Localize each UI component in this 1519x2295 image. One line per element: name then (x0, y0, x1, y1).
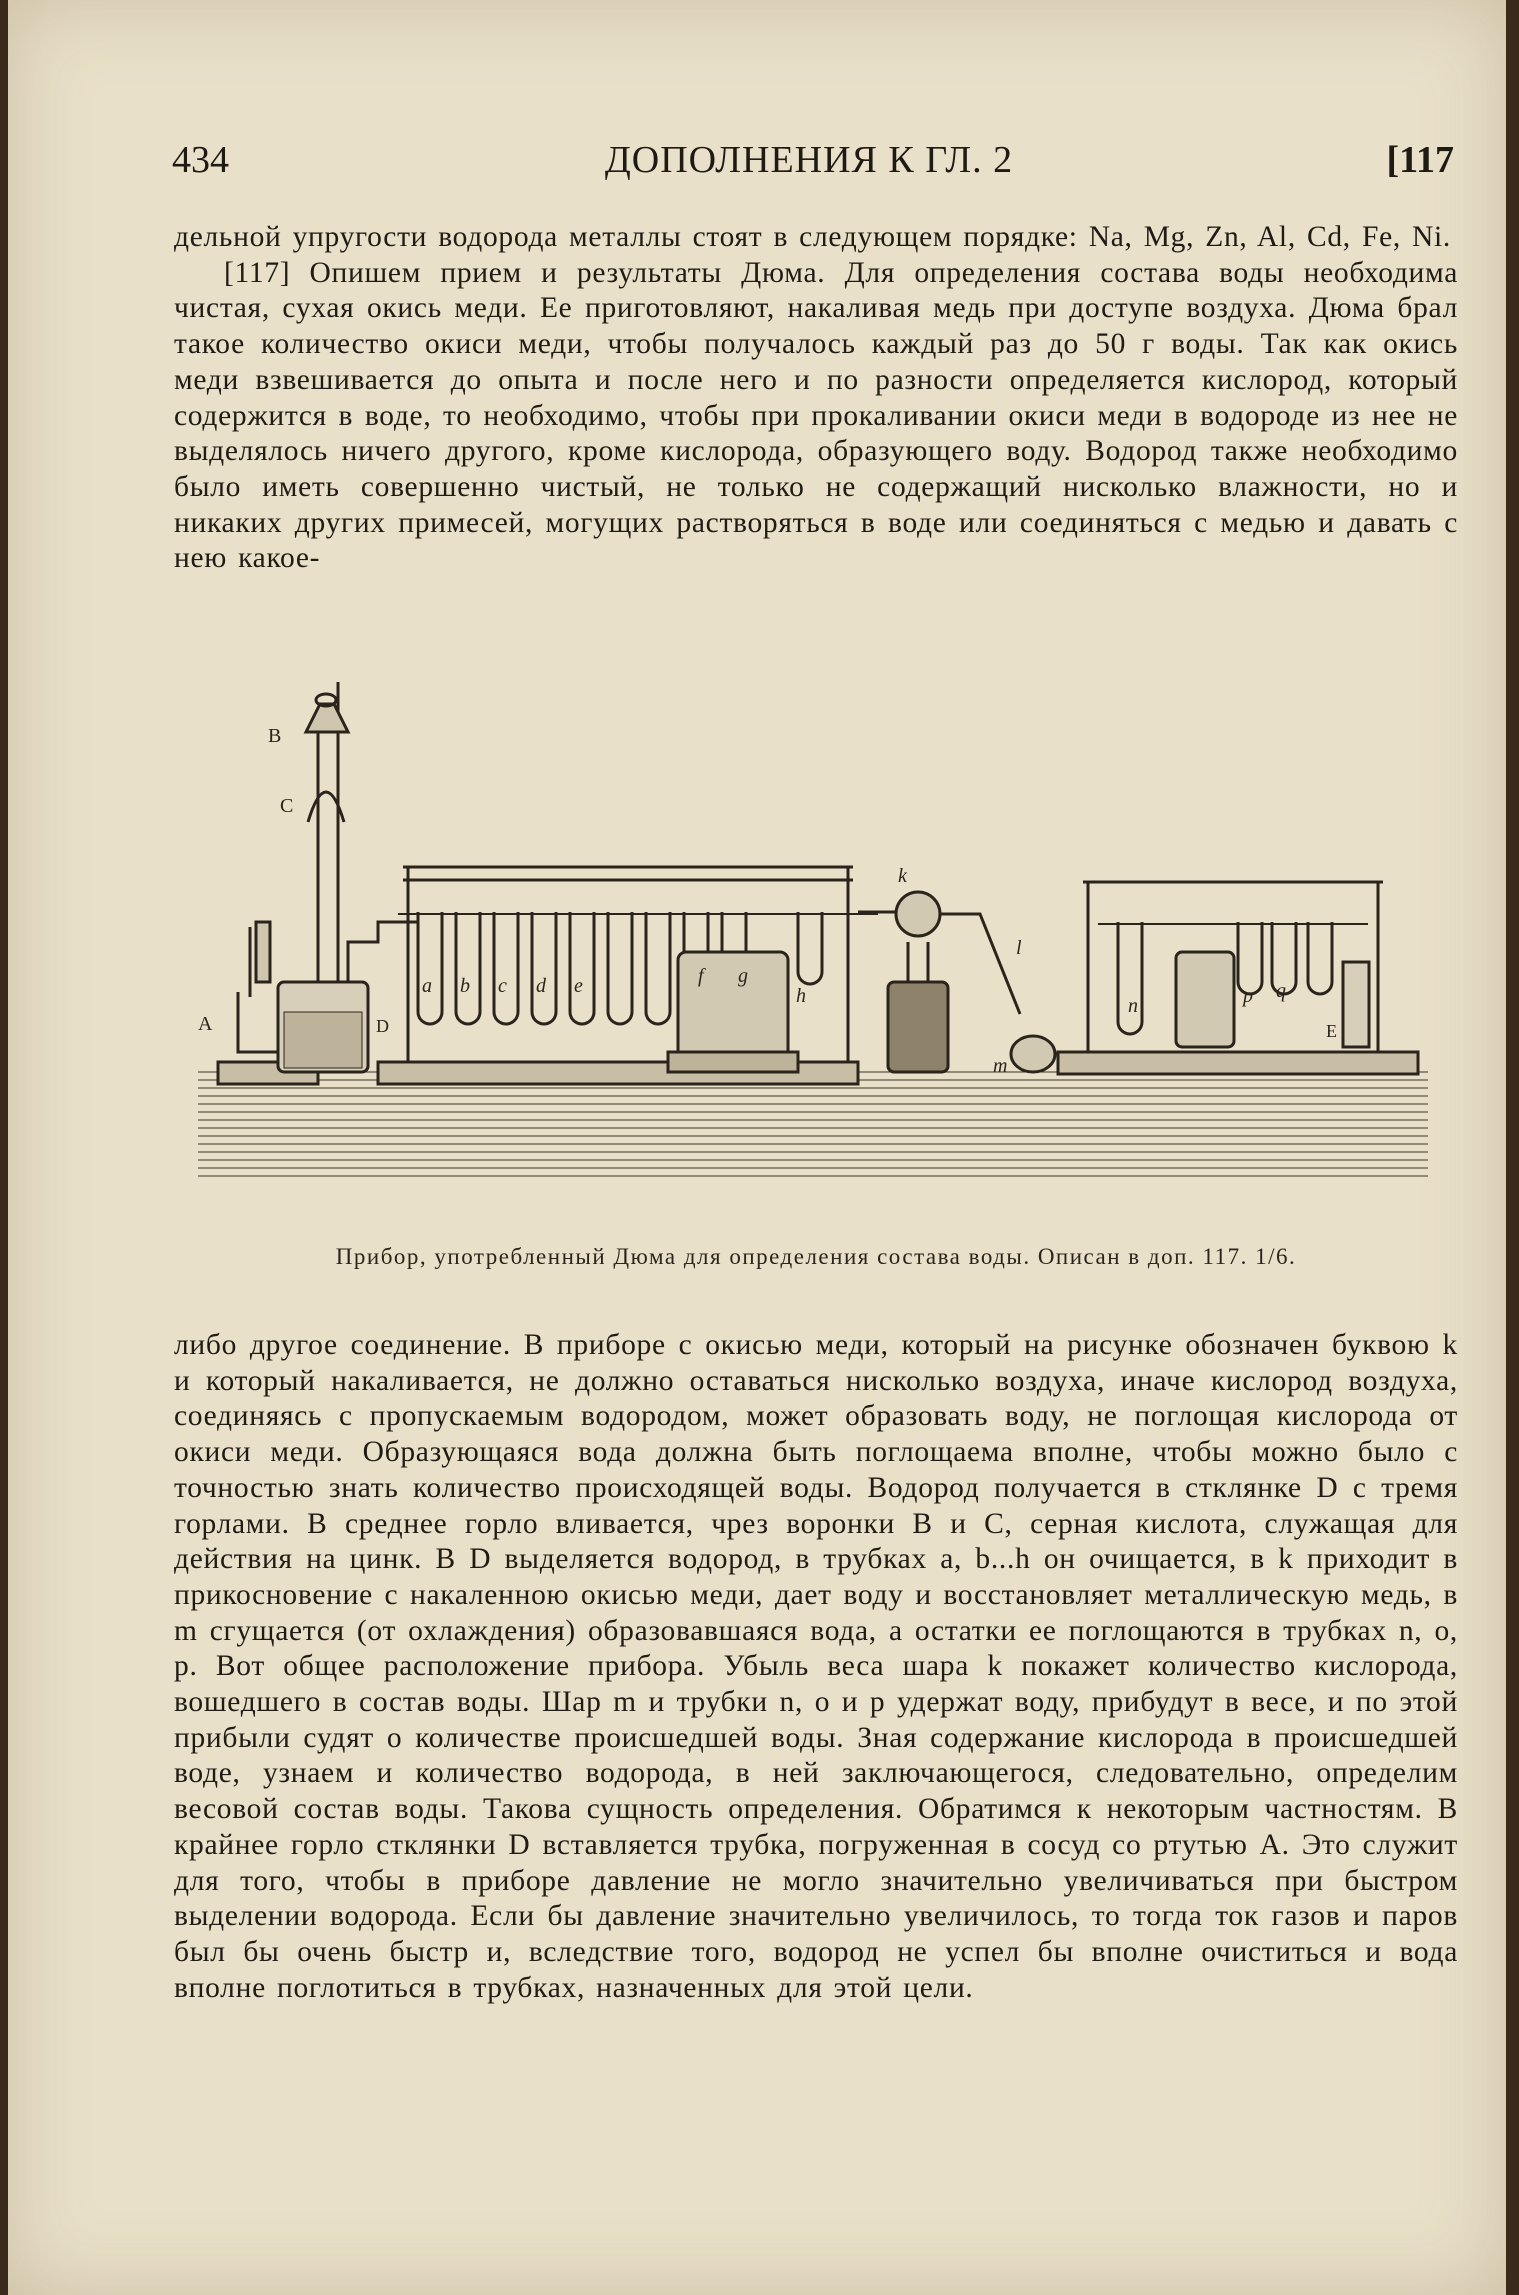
label-c-upper: C (280, 795, 294, 817)
label-e: e (574, 975, 583, 997)
label-c: c (498, 975, 507, 997)
paragraph-continuation: дельной упругости водорода металлы стоят в следующем порядке: Na, Mg, Zn, Al, Cd, Fe, Ni. (174, 221, 1451, 253)
label-f: f (698, 965, 704, 987)
book-page (8, 0, 1506, 2295)
paragraph-117: [117] Опишем прием и результаты Дюма. Для определения состава воды необходима чистая, сухая окись меди. Ее приготовляют, накаливая медь при доступе воздуха. Дюма брал такое количество окиси меди, чтобы получалось каждый раз до 50 г воды. Так как окись меди взвешивается до опыта и после него и по разности определяется кислород, который содержится в воде, то необходимо, чтобы при прокаливании окиси меди в водороде из нее не выделялось ничего другого, кроме кислорода, образующего воду. Водород также необходимо было иметь совершенно чистый, не только не содержащий нисколько влажности, но и никаких других примесей, могущих растворяться в воде или соединяться с медью и давать с нею какое- (174, 256, 1458, 575)
label-a: a (422, 975, 432, 997)
table-hatching (198, 1072, 1428, 1176)
running-header (164, 138, 1454, 188)
purification-rack (378, 867, 878, 1084)
label-b: b (460, 975, 470, 997)
absorption-rack (1058, 882, 1418, 1074)
section-marker: [117 (1386, 139, 1454, 181)
apparatus-illustration (198, 682, 1428, 1192)
label-b-upper: B (268, 725, 282, 747)
label-h: h (796, 985, 806, 1007)
label-d-upper: D (376, 1016, 389, 1036)
label-e-upper: E (1326, 1021, 1337, 1041)
text-block-top (174, 220, 1458, 577)
copper-oxide-bulb (858, 892, 1055, 1072)
figure-caption: Прибор, употребленный Дюма для определения состава воды. Описан в доп. 117. 1/6. (335, 1244, 1297, 1269)
label-n: n (1128, 995, 1138, 1017)
paragraph-apparatus-description: либо другое соединение. В приборе с окисью меди, который на рисунке обозначен буквою k и который накаливается, не должно оставаться нисколько воздуха, иначе кислород воздуха, соединяясь с пропускаемым водородом, может образовать воду, не поглощая кислорода от окиси меди. Образующаяся вода должна быть поглощаема вполне, чтобы можно было с точностью знать количество происходящей воды. Водород получается в стклянке D с тремя горлами. В среднее горло вливается, чрез воронки B и C, серная кислота, служащая для действия на цинк. В D выделяется водород, в трубках a, b...h он очищается, в k приходит в прикосновение с накаленною окисью меди, дает воду и восстановляет металлическую медь, в m сгущается (от охлаждения) образовавшаяся вода, а остатки ее поглощаются в трубках n, o, p. Вот общее расположение прибора. Убыль веса шара k покажет количество кислорода, вошедшего в состав воды. Шар m и трубки n, o и p удержат воду, прибудут в весе, и по этой прибыли судят о количестве происшедшей воды. Зная содержание кислорода в происшедшей воде, узнаем и количество водорода, в ней заключающегося, следовательно, определим весовой состав воды. Такова сущность определения. Обратимся к некоторым частностям. В крайнее горло стклянки D вставляется трубка, погруженная в сосуд со ртутью A. Это служит для того, чтобы в приборе давление не могло значительно увеличиваться при быстром выделении водорода. Если бы давление значительно увеличилось, то тогда ток газов и паров был бы очень быстр и, вследствие того, водород не успел бы вполне очиститься и вода вполне поглотиться в трубках, назначенных для этой цели. (174, 1329, 1458, 2004)
label-l: l (1016, 937, 1022, 959)
label-q: q (1276, 980, 1286, 1002)
label-a-upper: A (198, 1013, 213, 1035)
apparatus-figure (198, 682, 1428, 1192)
chapter-title: ДОПОЛНЕНИЯ К ГЛ. 2 (604, 139, 1014, 181)
label-m: m (993, 1055, 1008, 1077)
label-d: d (536, 975, 546, 997)
label-k: k (898, 865, 907, 887)
text-block-bottom (174, 1328, 1458, 2006)
page-number: 434 (172, 139, 229, 181)
label-p: p (1243, 985, 1253, 1007)
label-g: g (738, 965, 748, 987)
